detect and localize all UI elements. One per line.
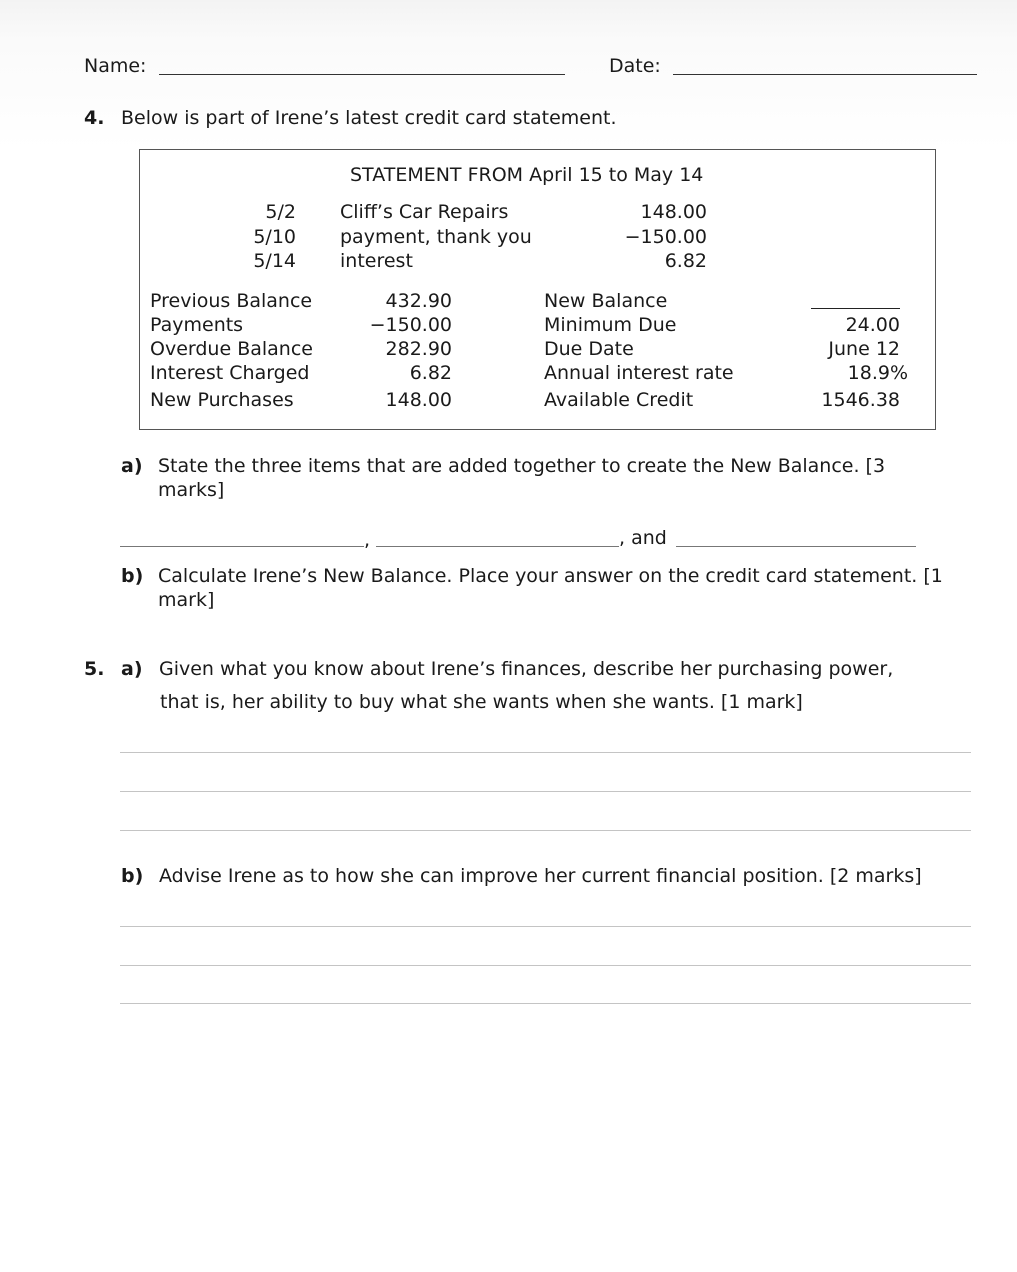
summary-value: 18.9%: [847, 362, 908, 384]
question-5a-line1: Given what you know about Irene’s finances, describe her purchasing power,: [159, 658, 894, 680]
comma-separator: ,: [364, 529, 371, 551]
summary-value: 432.90: [385, 290, 452, 312]
new-balance-blank[interactable]: [811, 308, 900, 309]
summary-value: 24.00: [845, 314, 900, 336]
summary-label: Previous Balance: [150, 290, 313, 312]
summary-value: 282.90: [385, 338, 452, 360]
summary-label: Due Date: [544, 338, 634, 360]
transaction-amount: 6.82: [664, 250, 707, 272]
summary-label: Annual interest rate: [544, 362, 734, 384]
answer-line[interactable]: [120, 926, 971, 927]
part-a-letter: a): [121, 455, 143, 477]
question-5a-line2: that is, her ability to buy what she wants when she wants. [1 mark]: [160, 691, 803, 713]
transaction-amount: −150.00: [624, 226, 707, 248]
transaction-date: 5/10: [253, 226, 296, 248]
transaction-date: 5/14: [253, 250, 296, 272]
summary-label: Overdue Balance: [150, 338, 313, 360]
summary-label: Minimum Due: [544, 314, 677, 336]
and-separator: , and: [619, 527, 667, 549]
question-4a-line1: State the three items that are added together to create the New Balance. [3: [158, 455, 886, 477]
summary-value: June 12: [828, 338, 900, 360]
answer-4a-item-3[interactable]: [676, 546, 916, 547]
name-label: Name:: [84, 55, 147, 77]
part-a-letter: a): [121, 658, 143, 680]
question-4b-line1: Calculate Irene’s New Balance. Place your answer on the credit card statement. [1: [158, 565, 943, 587]
question-4b-line2: mark]: [158, 589, 215, 611]
answer-line[interactable]: [120, 791, 971, 792]
answer-line[interactable]: [120, 1003, 971, 1004]
transaction-amount: 148.00: [640, 201, 707, 223]
summary-value: 1546.38: [821, 389, 900, 411]
answer-4a-item-2[interactable]: [376, 546, 619, 547]
answer-line[interactable]: [120, 965, 971, 966]
transaction-description: payment, thank you: [340, 226, 532, 248]
date-blank[interactable]: [673, 74, 977, 75]
name-blank[interactable]: [159, 74, 565, 75]
date-label: Date:: [609, 55, 661, 77]
credit-card-statement: [139, 149, 936, 430]
answer-line[interactable]: [120, 752, 971, 753]
summary-value: 148.00: [385, 389, 452, 411]
summary-value: 6.82: [409, 362, 452, 384]
question-5b-line1: Advise Irene as to how she can improve her current financial position. [2 marks]: [159, 865, 922, 887]
summary-label: Payments: [150, 314, 244, 336]
summary-label: Interest Charged: [150, 362, 310, 384]
summary-value: −150.00: [369, 314, 452, 336]
question-4a-line2: marks]: [158, 479, 225, 501]
answer-line[interactable]: [120, 830, 971, 831]
transaction-date: 5/2: [265, 201, 296, 223]
question-4-number: 4.: [84, 107, 105, 129]
statement-title: STATEMENT FROM April 15 to May 14: [350, 164, 704, 186]
transaction-description: interest: [340, 250, 413, 272]
transaction-description: Cliff’s Car Repairs: [340, 201, 509, 223]
question-4-intro: Below is part of Irene’s latest credit card statement.: [121, 107, 617, 129]
summary-label: New Balance: [544, 290, 668, 312]
answer-4a-item-1[interactable]: [120, 546, 364, 547]
summary-label: Available Credit: [544, 389, 694, 411]
part-b-letter: b): [121, 865, 144, 887]
summary-label: New Purchases: [150, 389, 294, 411]
question-5-number: 5.: [84, 658, 105, 680]
part-b-letter: b): [121, 565, 144, 587]
